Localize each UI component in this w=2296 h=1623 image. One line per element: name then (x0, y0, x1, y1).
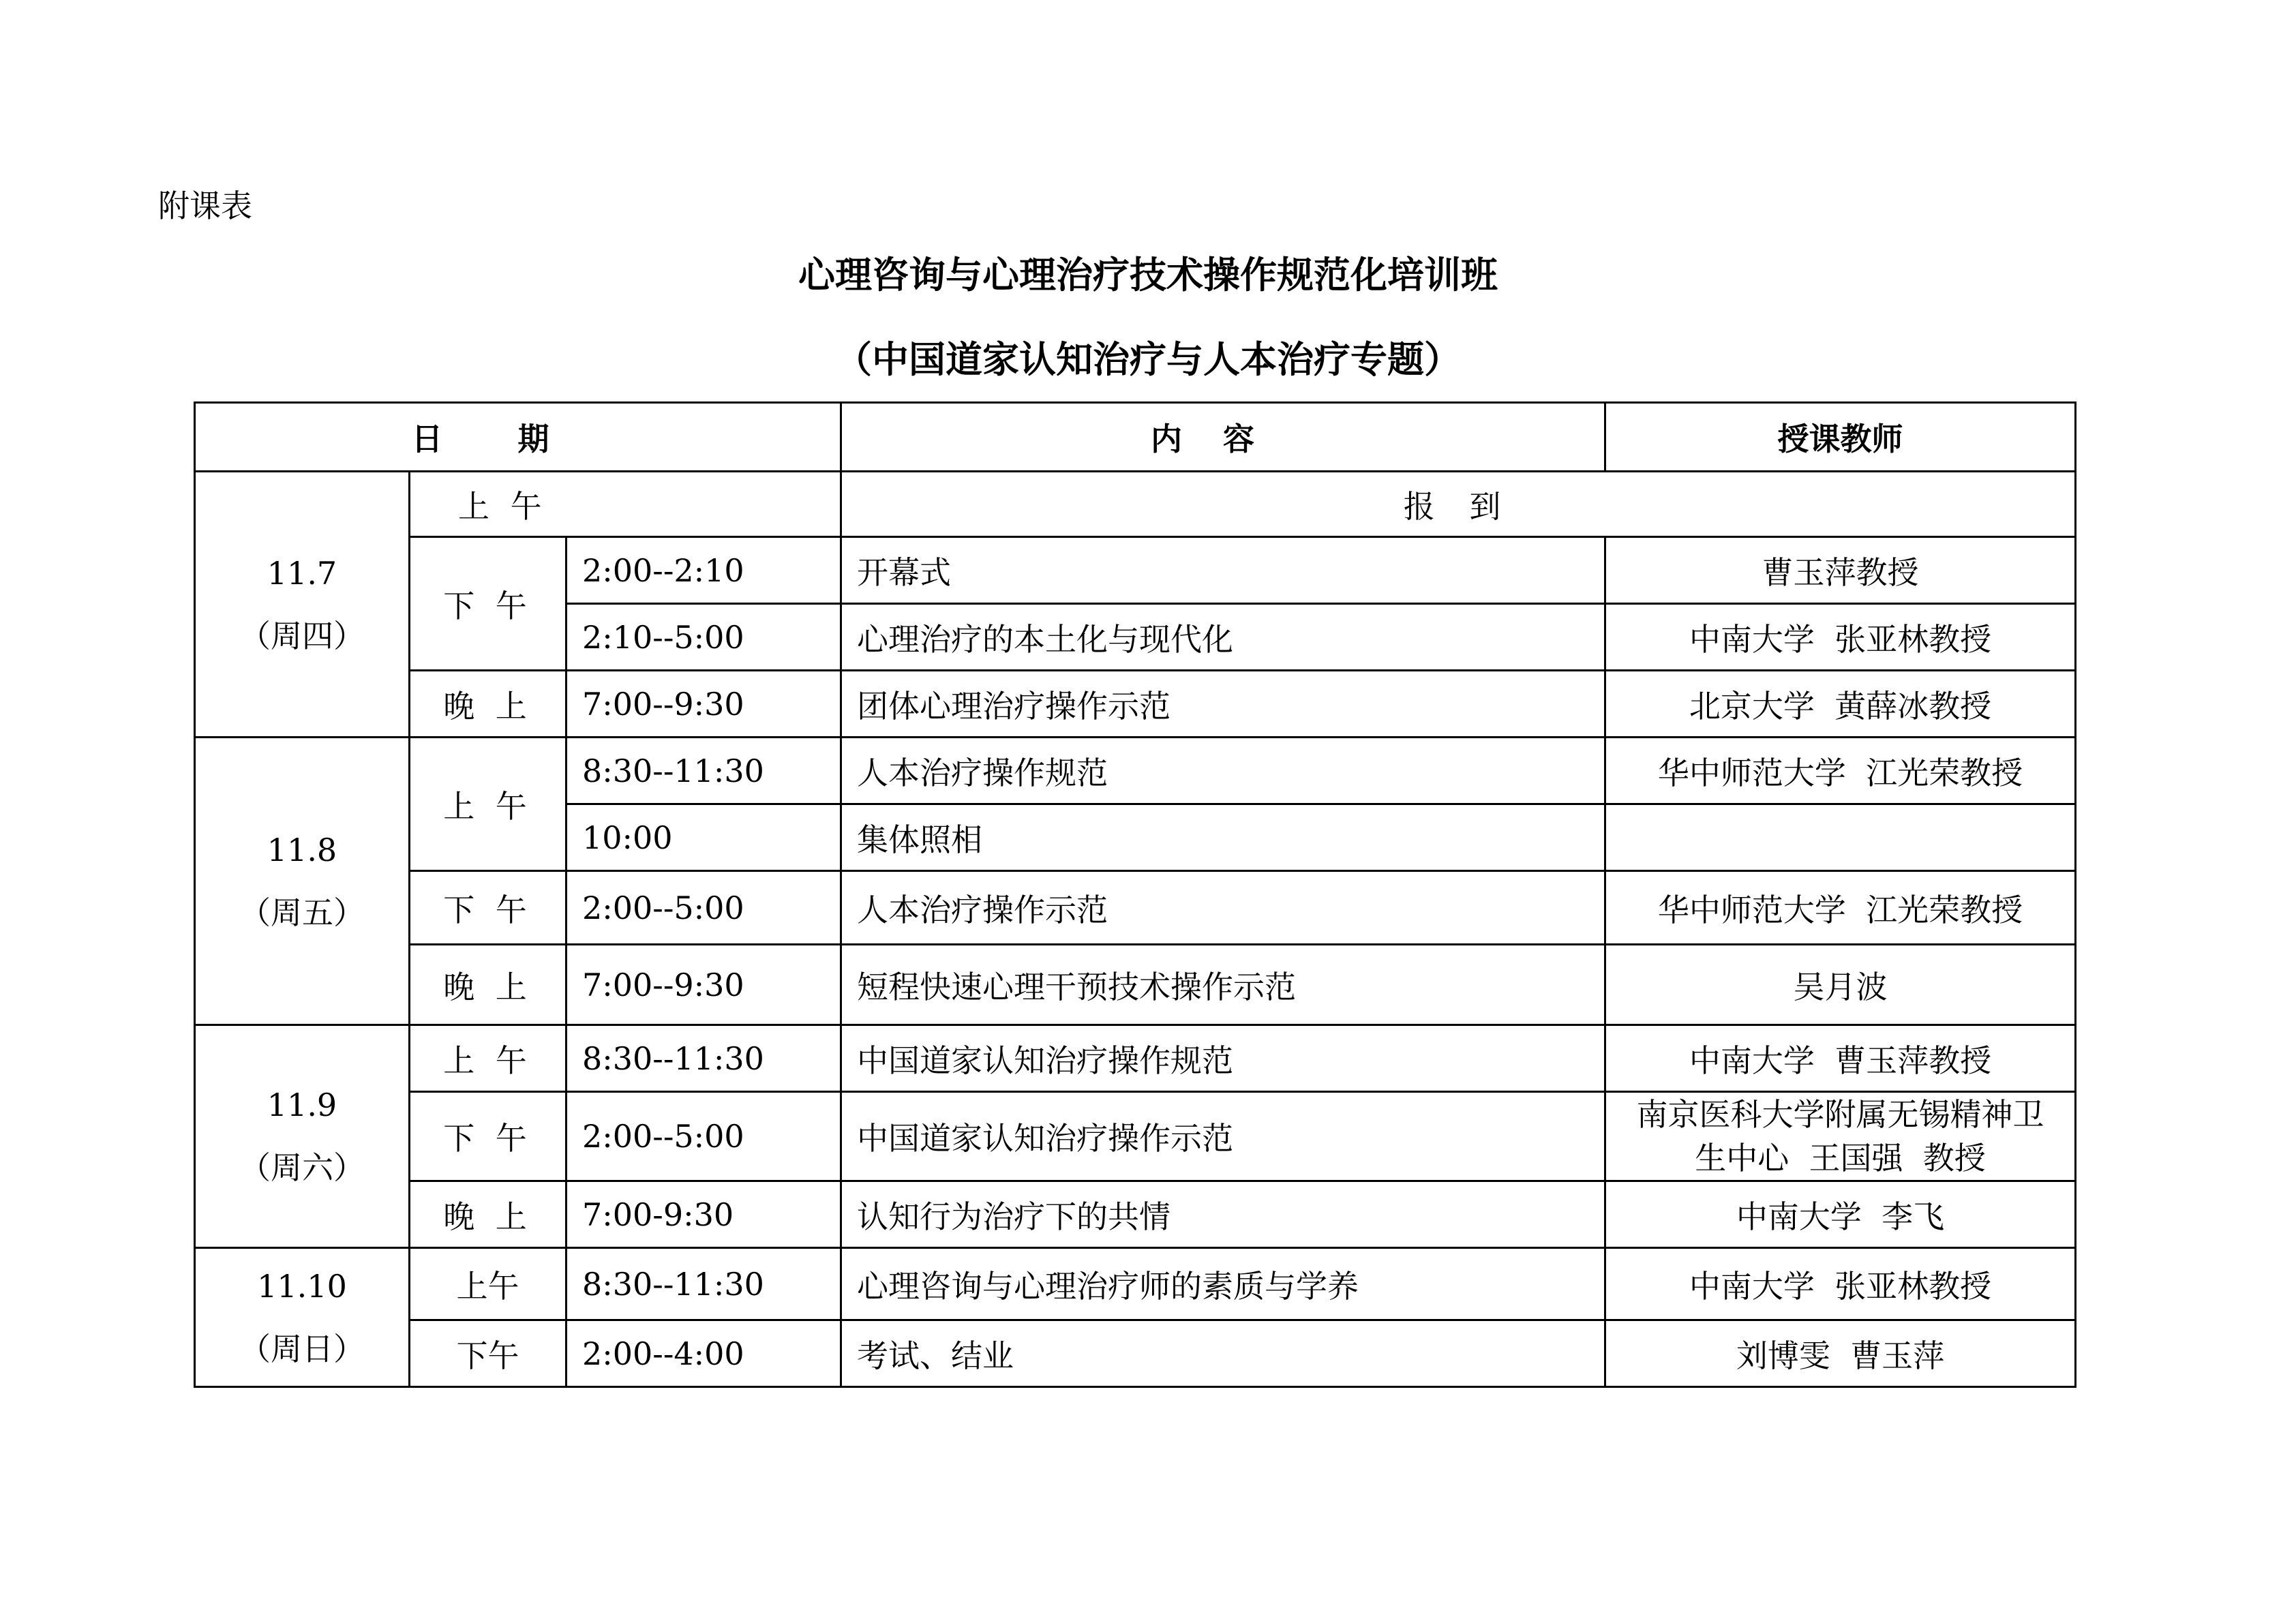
session-time: 8:30--11:30 (567, 1248, 841, 1320)
slot-label: 下 午 (410, 1092, 567, 1181)
session-teacher (1605, 1092, 2076, 1181)
slot-label: 下 午 (410, 537, 567, 671)
session-time: 2:00--4:00 (567, 1320, 841, 1387)
date-value: 11.9 (267, 1087, 337, 1123)
session-content: 考试、结业 (841, 1320, 1605, 1387)
table-row (195, 537, 2076, 604)
slot-label: 上 午 (410, 1025, 567, 1092)
session-content: 集体照相 (841, 804, 1605, 871)
session-content: 团体心理治疗操作示范 (841, 671, 1605, 738)
session-time: 8:30--11:30 (567, 738, 841, 804)
weekday-value: （周五） (239, 894, 365, 931)
slot-label: 晚 上 (410, 671, 567, 738)
session-content: 心理治疗的本土化与现代化 (841, 604, 1605, 671)
session-content: 短程快速心理干预技术操作示范 (841, 945, 1605, 1025)
session-teacher: 曹玉萍教授 (1605, 537, 2076, 604)
session-content: 心理咨询与心理治疗师的素质与学养 (841, 1248, 1605, 1320)
table-row (195, 472, 2076, 537)
slot-label: 晚 上 (410, 945, 567, 1025)
teacher-line: 南京医科大学附属无锡精神卫 (1636, 1096, 2044, 1133)
session-time: 7:00-9:30 (567, 1181, 841, 1248)
session-time: 2:10--5:00 (567, 604, 841, 671)
slot-label: 上午 (410, 1248, 567, 1320)
slot-label: 上 午 (410, 738, 567, 871)
session-teacher: 华中师范大学 江光荣教授 (1605, 738, 2076, 804)
table-row (195, 1181, 2076, 1248)
date-cell (195, 1025, 410, 1248)
header-date: 日期 (195, 403, 841, 472)
date-cell (195, 738, 410, 1025)
session-teacher: 北京大学 黄薛冰教授 (1605, 671, 2076, 738)
session-teacher: 吴月波 (1605, 945, 2076, 1025)
table-row (195, 671, 2076, 738)
date-value: 11.7 (267, 554, 337, 592)
session-time: 7:00--9:30 (567, 945, 841, 1025)
weekday-value: （周六） (239, 1149, 365, 1186)
table-row (195, 871, 2076, 945)
session-content: 报 到 (841, 472, 2076, 537)
slot-label: 下 午 (410, 871, 567, 945)
session-teacher (1605, 804, 2076, 871)
table-row (195, 1248, 2076, 1320)
session-content: 认知行为治疗下的共情 (841, 1181, 1605, 1248)
teacher-line: 生中心 王国强 教授 (1695, 1140, 1986, 1177)
session-teacher: 华中师范大学 江光荣教授 (1605, 871, 2076, 945)
slot-label: 上 午 (410, 472, 841, 537)
session-time: 2:00--5:00 (567, 871, 841, 945)
table-row (195, 945, 2076, 1025)
document-title: 心理咨询与心理治疗技术操作规范化培训班 (798, 253, 1498, 297)
session-time: 2:00--2:10 (567, 537, 841, 604)
session-time: 8:30--11:30 (567, 1025, 841, 1092)
session-content: 中国道家认知治疗操作规范 (841, 1025, 1605, 1092)
schedule-table (194, 401, 2076, 1388)
header-row (195, 403, 2076, 472)
date-value: 11.8 (267, 831, 337, 868)
weekday-value: （周四） (239, 617, 365, 654)
session-content: 人本治疗操作规范 (841, 738, 1605, 804)
header-teacher: 授课教师 (1605, 403, 2076, 472)
annex-label: 附课表 (158, 187, 252, 224)
session-teacher: 中南大学 张亚林教授 (1605, 1248, 2076, 1320)
document-subtitle: （中国道家认知治疗与人本治疗专题） (835, 337, 1461, 381)
table-row (195, 1025, 2076, 1092)
date-cell (195, 1248, 410, 1387)
weekday-value: （周日） (239, 1330, 365, 1367)
session-teacher: 中南大学 李飞 (1605, 1181, 2076, 1248)
table-row (195, 738, 2076, 804)
session-teacher: 中南大学 张亚林教授 (1605, 604, 2076, 671)
session-content: 开幕式 (841, 537, 1605, 604)
session-teacher: 刘博雯 曹玉萍 (1605, 1320, 2076, 1387)
table-row (195, 1092, 2076, 1181)
date-value: 11.10 (257, 1267, 347, 1305)
session-teacher: 中南大学 曹玉萍教授 (1605, 1025, 2076, 1092)
session-time: 2:00--5:00 (567, 1092, 841, 1181)
session-time: 7:00--9:30 (567, 671, 841, 738)
slot-label: 下午 (410, 1320, 567, 1387)
date-cell (195, 472, 410, 738)
header-content: 内容 (841, 403, 1605, 472)
session-content: 人本治疗操作示范 (841, 871, 1605, 945)
slot-label: 晚 上 (410, 1181, 567, 1248)
session-content: 中国道家认知治疗操作示范 (841, 1092, 1605, 1181)
table-row (195, 1320, 2076, 1387)
session-time: 10:00 (567, 804, 841, 871)
